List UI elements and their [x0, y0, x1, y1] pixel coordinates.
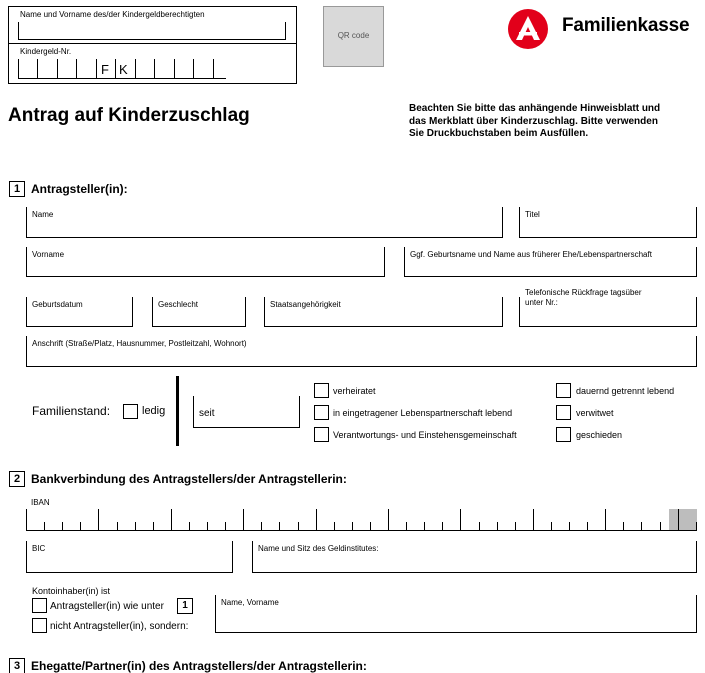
kontoinhaber-andere-label: nicht Antragsteller(in), sondern: [50, 621, 189, 632]
logo-text: Familienkasse [562, 15, 690, 36]
iban-comb-tick [207, 522, 208, 530]
qr-code-caption: QR code [337, 31, 370, 40]
iban-comb-tick [660, 522, 661, 530]
iban-field[interactable] [26, 509, 697, 531]
section-ref-1-badge: 1 [177, 598, 193, 614]
verheiratet-checkbox[interactable] [314, 383, 329, 398]
section-1-number: 1 [9, 181, 25, 197]
iban-comb-tick [44, 522, 45, 530]
verheiratet-label: verheiratet [333, 386, 376, 396]
lebenspartnerschaft-label: in eingetragener Lebenspartnerschaft lebend [333, 408, 513, 418]
kontoinhaber-antragsteller-checkbox[interactable] [32, 598, 47, 613]
iban-comb-tick [334, 522, 335, 530]
titel-field-label: Titel [525, 210, 540, 219]
telefon-label-line-2: unter Nr.: [525, 298, 558, 307]
telefon-label-line-1: Telefonische Rückfrage tagsüber [525, 288, 642, 297]
notice-line-2: das Merkblatt über Kinderzuschlag. Bitte verwenden [409, 115, 658, 127]
iban-comb-tick [551, 522, 552, 530]
lebenspartnerschaft-checkbox[interactable] [314, 405, 329, 420]
iban-comb-tick [171, 509, 172, 530]
iban-comb-tick [533, 509, 534, 530]
kontoinhaber-name-field[interactable] [215, 595, 697, 633]
geburtsdatum-field-label: Geburtsdatum [32, 300, 83, 309]
kindergeld-nr-field[interactable] [18, 60, 226, 79]
verantwortungsgemeinschaft-label: Verantwortungs- und Einstehensgemeinschaft [333, 430, 517, 440]
staatsangehoerigkeit-field[interactable] [264, 297, 503, 327]
iban-comb-tick [352, 522, 353, 530]
iban-comb-tick [80, 522, 81, 530]
iban-comb-tick [424, 522, 425, 530]
iban-comb-tick [696, 522, 697, 530]
section-3-title: Ehegatte/Partner(in) des Antragstellers/der Antragstellerin: [31, 659, 367, 673]
iban-comb-tick [243, 509, 244, 530]
notice-line-3: Sie Druckbuchstaben beim Ausfüllen. [409, 128, 589, 139]
section-2-number: 2 [9, 471, 25, 487]
section-1-title: Antragsteller(in): [31, 182, 128, 196]
notice-text [409, 103, 699, 141]
iban-comb-tick [298, 522, 299, 530]
iban-comb-tick [497, 522, 498, 530]
getrennt-lebend-label: dauernd getrennt lebend [576, 386, 675, 396]
verwitwet-checkbox[interactable] [556, 405, 571, 420]
iban-comb-tick [62, 522, 63, 530]
iban-comb-tick [153, 522, 154, 530]
kontoinhaber-name-label: Name, Vorname [221, 598, 279, 607]
iban-comb-tick [623, 522, 624, 530]
titel-field[interactable] [519, 207, 697, 238]
iban-comb-tick [569, 522, 570, 530]
geburtsname-field-label: Ggf. Geburtsname und Name aus früherer Ehe/Lebenspartnerschaft [410, 250, 652, 259]
name-label: Name und Vorname des/der Kindergeldberechtigten [20, 10, 205, 19]
kg-prefix-f: F [101, 62, 109, 77]
iban-comb-tick [587, 522, 588, 530]
iban-last-cell [669, 509, 697, 530]
anschrift-field-label: Anschrift (Straße/Platz, Hausnummer, Postleitzahl, Wohnort) [32, 339, 247, 348]
iban-comb-tick [117, 522, 118, 530]
kontoinhaber-label: Kontoinhaber(in) ist [32, 586, 111, 596]
staatsangehoerigkeit-field-label: Staatsangehörigkeit [270, 300, 341, 309]
iban-comb-tick [605, 509, 606, 530]
iban-comb-tick [678, 509, 679, 530]
geschieden-checkbox[interactable] [556, 427, 571, 442]
iban-comb-tick [479, 522, 480, 530]
section-2-title: Bankverbindung des Antragstellers/der Antragstellerin: [31, 472, 347, 486]
notice-line-1: Beachten Sie bitte das anhängende Hinweisblatt und [409, 103, 661, 114]
iban-comb-tick [388, 509, 389, 530]
familienstand-label: Familienstand: [32, 404, 111, 418]
vorname-field[interactable] [26, 247, 385, 277]
anschrift-field[interactable] [26, 336, 697, 367]
ledig-label: ledig [142, 405, 166, 417]
verwitwet-label: verwitwet [576, 408, 614, 418]
qr-code-placeholder [323, 6, 384, 67]
kontoinhaber-andere-checkbox[interactable] [32, 618, 47, 633]
header-divider [8, 43, 297, 44]
vorname-field-label: Vorname [32, 250, 65, 259]
iban-comb-tick [98, 509, 99, 530]
iban-comb-tick [316, 509, 317, 530]
iban-comb-tick [370, 522, 371, 530]
iban-comb-tick [406, 522, 407, 530]
geldinstitut-field-label: Name und Sitz des Geldinstitutes: [258, 544, 379, 553]
geschieden-label: geschieden [576, 430, 623, 440]
iban-comb-tick [442, 522, 443, 530]
iban-comb-tick [460, 509, 461, 530]
familienkasse-logo-icon [507, 8, 549, 50]
section-3-number: 3 [9, 658, 25, 673]
name-field[interactable] [26, 207, 503, 238]
geschlecht-field[interactable] [152, 297, 246, 327]
geldinstitut-field[interactable] [252, 541, 697, 573]
iban-comb-tick [189, 522, 190, 530]
iban-comb-tick [26, 509, 27, 530]
kindergeld-nr-label: Kindergeld-Nr. [20, 47, 72, 56]
familienstand-separator [176, 376, 179, 446]
geschlecht-field-label: Geschlecht [158, 300, 199, 309]
iban-comb-tick [261, 522, 262, 530]
kontoinhaber-antragsteller-label: Antragsteller(in) wie unter [50, 601, 164, 612]
iban-comb-tick [515, 522, 516, 530]
seit-label: seit [199, 408, 215, 419]
iban-comb-tick [641, 522, 642, 530]
getrennt-lebend-checkbox[interactable] [556, 383, 571, 398]
kindergeldberechtigter-name-field[interactable] [18, 22, 286, 40]
iban-comb-tick [279, 522, 280, 530]
ledig-checkbox[interactable] [123, 404, 138, 419]
geburtsdatum-field[interactable] [26, 297, 133, 327]
iban-label: IBAN [31, 498, 50, 507]
geburtsname-field[interactable] [404, 247, 697, 277]
iban-comb-tick [225, 522, 226, 530]
kg-prefix-k: K [119, 62, 128, 77]
page-title: Antrag auf Kinderzuschlag [8, 105, 250, 126]
iban-comb-tick [135, 522, 136, 530]
verantwortungsgemeinschaft-checkbox[interactable] [314, 427, 329, 442]
bic-field-label: BIC [32, 544, 46, 553]
name-field-label: Name [32, 210, 54, 219]
bic-field[interactable] [26, 541, 233, 573]
